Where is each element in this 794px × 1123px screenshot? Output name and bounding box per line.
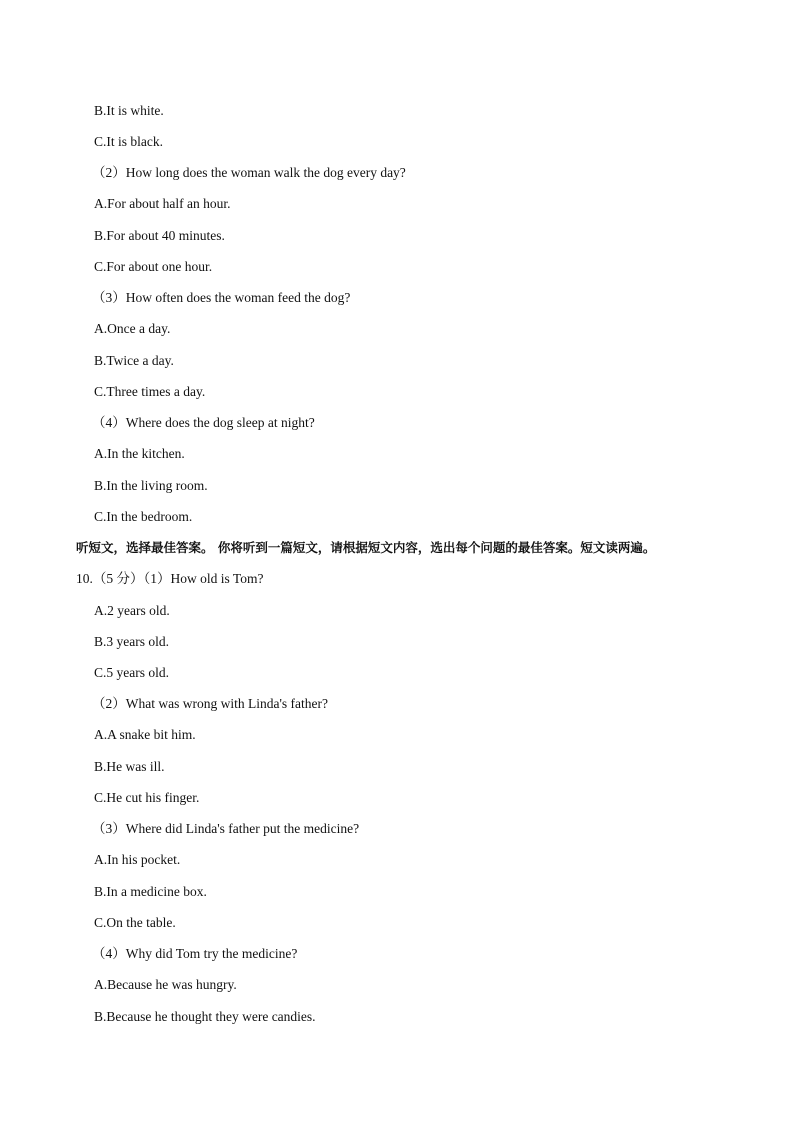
option-q2-a: A.For about half an hour. [94, 196, 231, 211]
option-10-2-b: B.He was ill. [94, 759, 165, 774]
question-10-2: （2）What was wrong with Linda's father? [92, 696, 328, 711]
option-q3-c: C.Three times a day. [94, 384, 206, 399]
option-10-3-a: A.In his pocket. [94, 852, 181, 867]
question-10-4: （4）Why did Tom try the medicine? [92, 946, 298, 961]
option-q2-b: B.For about 40 minutes. [94, 228, 225, 243]
option-q4-c: C.In the bedroom. [94, 509, 193, 524]
question-10-3: （3）Where did Linda's father put the medicine? [92, 821, 360, 836]
option-q3-b: B.Twice a day. [94, 353, 174, 368]
option-q2-c: C.For about one hour. [94, 259, 213, 274]
option-10-4-a: A.Because he was hungry. [94, 977, 237, 992]
option-q1-b: B.It is white. [94, 103, 164, 118]
question-10-header: 10.（5 分）（1）How old is Tom? [76, 571, 264, 586]
question-2: （2）How long does the woman walk the dog every day? [92, 165, 406, 180]
option-10-1-b: B.3 years old. [94, 634, 169, 649]
option-10-3-c: C.On the table. [94, 915, 176, 930]
option-q1-c: C.It is black. [94, 134, 163, 149]
option-10-1-a: A.2 years old. [94, 603, 170, 618]
option-10-2-c: C.He cut his finger. [94, 790, 200, 805]
option-10-4-b: B.Because he thought they were candies. [94, 1009, 316, 1024]
option-10-2-a: A.A snake bit him. [94, 727, 196, 742]
question-3: （3）How often does the woman feed the dog? [92, 290, 351, 305]
option-q3-a: A.Once a day. [94, 321, 171, 336]
question-4: （4）Where does the dog sleep at night? [92, 415, 315, 430]
section-instruction: 听短文，选择最佳答案。 你将听到一篇短文，请根据短文内容，选出每个问题的最佳答案。短文读两遍。 [76, 540, 656, 555]
option-10-3-b: B.In a medicine box. [94, 884, 207, 899]
option-10-1-c: C.5 years old. [94, 665, 169, 680]
option-q4-b: B.In the living room. [94, 478, 208, 493]
option-q4-a: A.In the kitchen. [94, 446, 185, 461]
